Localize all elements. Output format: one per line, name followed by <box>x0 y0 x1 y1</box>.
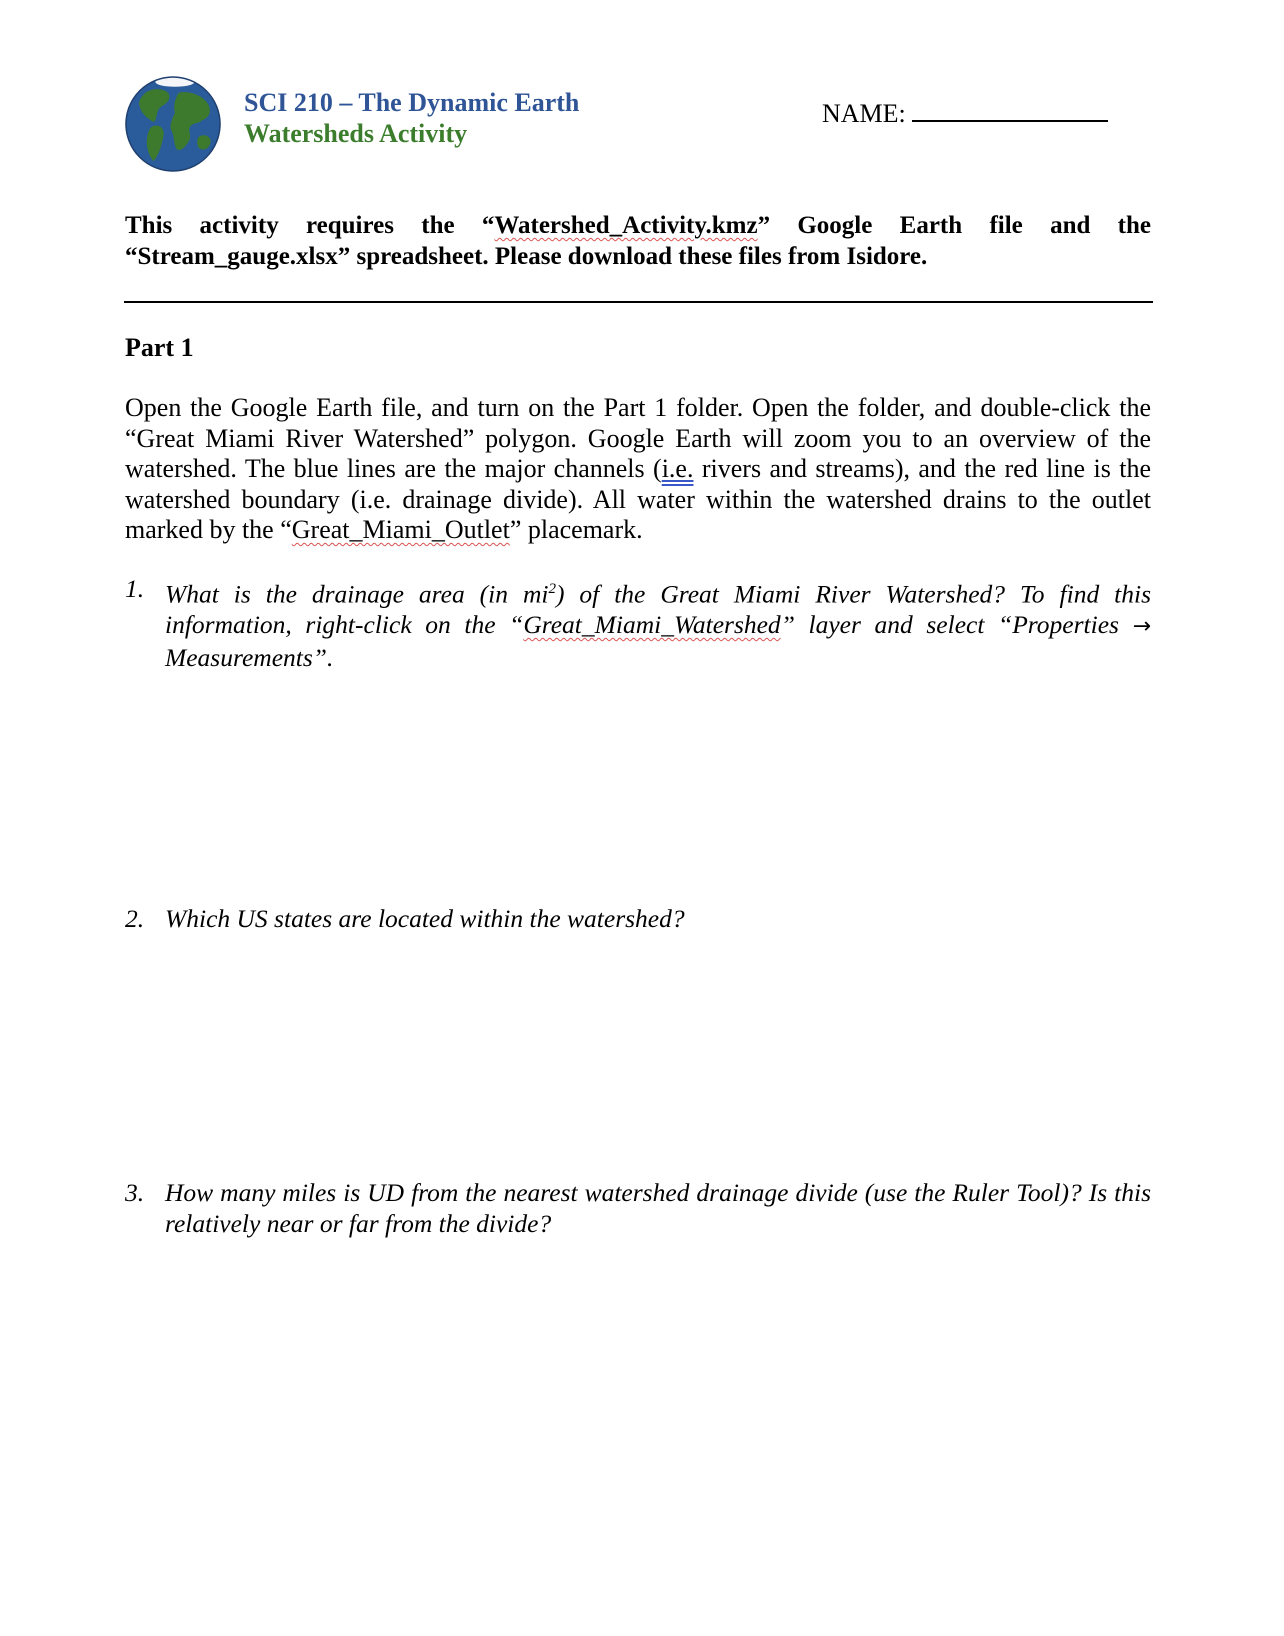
intro-instructions <box>125 210 1151 272</box>
part1-paragraph <box>125 393 1151 546</box>
question-number: 1. <box>125 574 145 603</box>
intro-line2: “Stream_gauge.xlsx” spreadsheet. Please download these files from Isidore. <box>125 243 928 270</box>
activity-title: Watersheds Activity <box>244 119 468 148</box>
question-3 <box>125 1178 1151 1239</box>
name-blank-line[interactable] <box>912 96 1108 122</box>
para-text-b: rivers and streams), and the red line is the watershed boundary (i.e. drainage divide). All water within the watershed drains to the outlet marked by the “ <box>125 454 1151 544</box>
q1-layer-name: Great_Miami_Watershed <box>523 610 781 639</box>
course-title: SCI 210 – The Dynamic Earth <box>244 88 580 117</box>
name-field <box>822 96 1108 129</box>
q1-superscript: 2 <box>548 581 556 597</box>
question-1 <box>125 574 1151 673</box>
para-text-a: Open the Google Earth file, and turn on the Part 1 folder. Open the folder, and double-click the “Great Miami River Watershed” polygon. Google Earth will zoom you to an overview of the watershed. The blue lines are the major channels ( <box>125 393 1151 483</box>
q1-text-b: ) of the Great Miami River Watershed? To find this information, right-click on the “ <box>165 579 1151 639</box>
globe-logo-icon <box>124 75 222 173</box>
q1-text-c: ” layer and select “Properties <box>780 610 1133 639</box>
outlet-placemark-name: Great_Miami_Outlet <box>291 515 510 544</box>
q1-text-a: What is the drainage area (in mi <box>165 579 549 609</box>
question-2 <box>125 904 1151 935</box>
question-number: 3. <box>125 1178 145 1207</box>
question-text: How many miles is UD from the nearest watershed drainage divide (use the Ruler Tool)? Is this relatively near or far from the divide? <box>165 1178 1151 1238</box>
para-text-c: ” placemark. <box>509 515 643 544</box>
question-number: 2. <box>125 904 145 933</box>
section-divider <box>124 301 1153 303</box>
part1-heading: Part 1 <box>125 333 194 362</box>
name-label: NAME: <box>822 99 906 128</box>
arrow-right-icon: → <box>1132 614 1151 639</box>
intro-line1-suffix: ” Google Earth file and the <box>757 212 1151 239</box>
q1-text-d: Measurements”. <box>165 642 334 672</box>
question-text: Which US states are located within the watershed? <box>165 904 685 933</box>
ie-abbrev: i.e. <box>661 454 694 483</box>
intro-line1-prefix: This activity requires the “ <box>125 212 495 239</box>
kmz-filename: Watershed_Activity.kmz <box>494 212 758 239</box>
